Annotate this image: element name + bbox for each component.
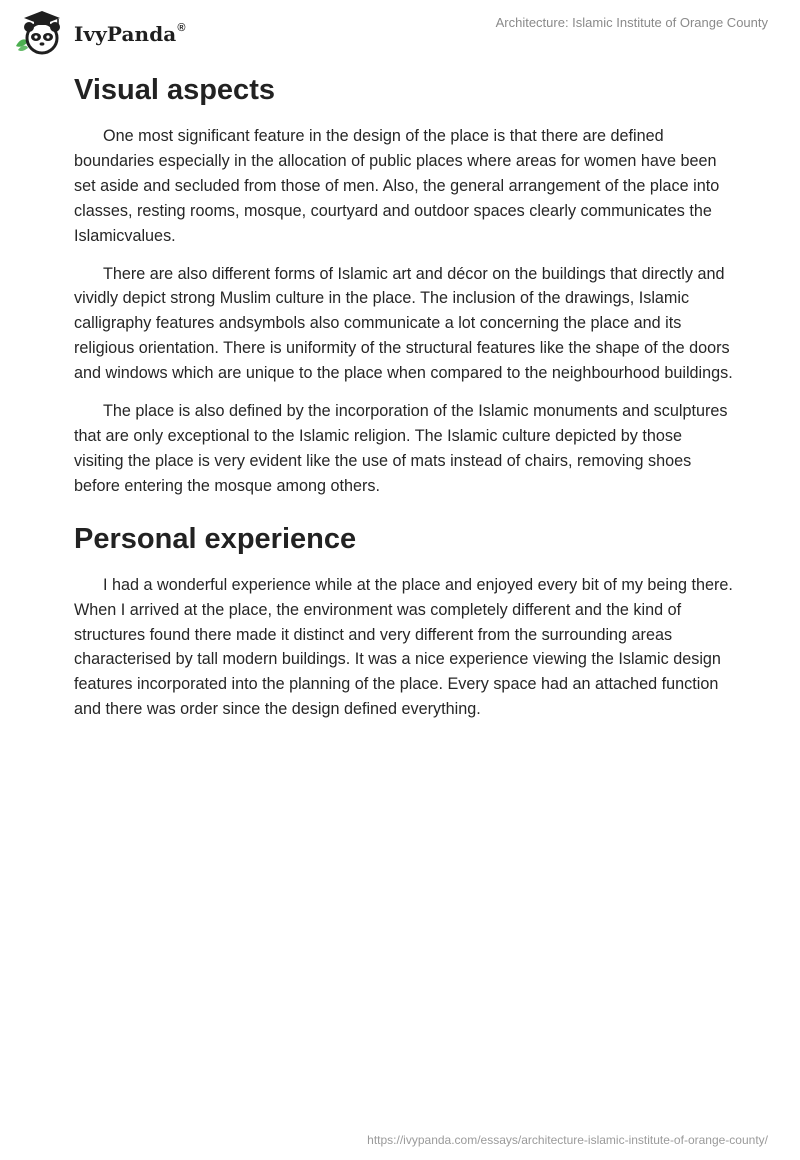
paragraph: The place is also defined by the incorporation of the Islamic monuments and sculptures that are only exceptional to the Islamic religion. The Islamic culture depicted by those visiting the place is very evident like the use of mats instead of chairs, removing shoes before entering the mosque among others. [74, 402, 728, 495]
section-heading: Visual aspects [74, 74, 275, 106]
section-visual-aspects [74, 70, 734, 499]
paragraph: There are also different forms of Islamic art and décor on the buildings that directly and vividly depict strong Muslim culture in the place. The inclusion of the drawings, Islamic calligraphy features andsymbols also communicate a lot concerning the place and its religious orientation. There is uniformity of the structural features like the shape of the doors and windows which are unique to the place when compared to the neighbourhood buildings. [74, 264, 733, 383]
registered-mark: ® [177, 22, 186, 35]
essay-content [74, 70, 734, 735]
section-personal-experience [74, 519, 734, 722]
logo-wordmark: IvyPanda® [74, 22, 186, 46]
page-header [0, 0, 800, 60]
source-url-link[interactable]: https://ivypanda.com/essays/architecture-islamic-institute-of-orange-county/ [367, 1133, 768, 1147]
section-heading: Personal experience [74, 522, 357, 555]
paragraph: I had a wonderful experience while at the place and enjoyed every bit of my being there. When I arrived at the place, the environment was completely different and the kind of structures found there made it distinct and very different from the surrounding areas characterised by tall modern buildings. It was a nice experience viewing the Islamic design features incorporated into the planning of the place. Every space had an attached function and there was order since the design defined everything. [74, 575, 733, 719]
ivypanda-logo[interactable] [14, 8, 186, 56]
panda-graduation-cap-icon [14, 8, 66, 56]
paragraph: One most significant feature in the design of the place is that there are defined boundaries especially in the allocation of public places where areas for women have been set aside and secluded from those of men. Also, the general arrangement of the place into classes, resting rooms, mosque, courtyard and outdoor spaces clearly communicates the Islamicvalues. [74, 127, 720, 245]
document-title: Architecture: Islamic Institute of Orange County [495, 15, 768, 30]
